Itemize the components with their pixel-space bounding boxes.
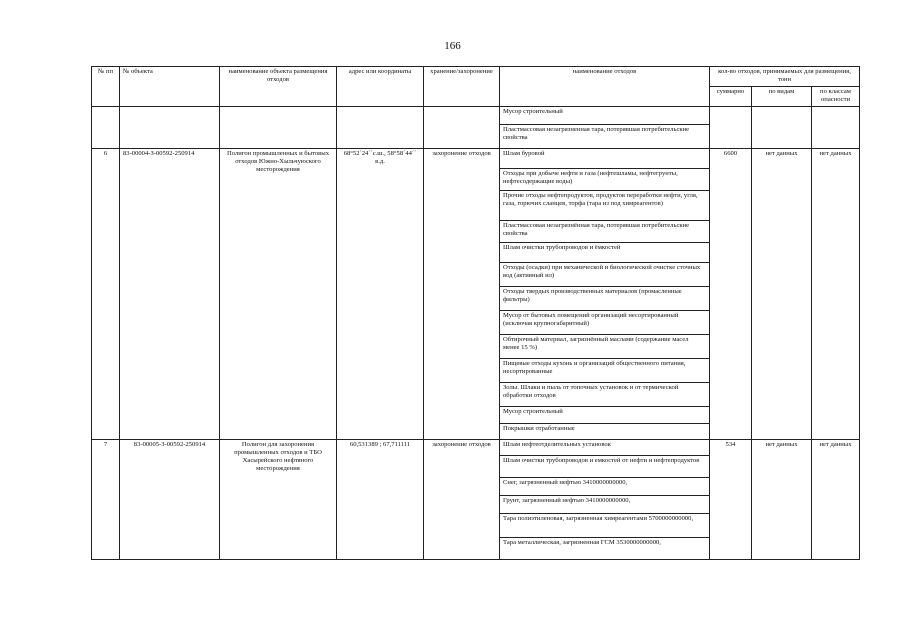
waste-name: Золы. Шлаки и пыль от топочных установок и от термической обработки отходов [500,383,710,407]
table-row [92,107,860,125]
waste-name: Шлам очистки трубопроводов и ёмкостей [500,243,710,263]
storage-type: захоронение отходов [424,440,500,560]
waste-name: Отходы при добыче нефти и газа (нефтешламы, нефтегрунты, нефтесодержащие воды) [500,169,710,191]
cell-empty [220,107,337,149]
waste-name: Шлам буровой [500,149,710,169]
waste-name: Отходы (осадки) при механической и биологической очистке сточных вод (активный ил) [500,263,710,287]
quantity-by-type: нет данных [752,149,812,440]
object-name: Полигон промышленных и бытовых отходов Южно-Хыльчуюского месторождения [220,149,337,440]
quantity-sum: 6600 [710,149,752,440]
waste-name: Мусор строительный [500,107,710,125]
cell-empty [710,107,752,149]
header-by-type: по видам [752,87,812,107]
quantity-by-class: нет данных [812,440,860,560]
quantity-sum: 534 [710,440,752,560]
object-address: 60,531389 ; 67,711111 [337,440,424,560]
object-number: 83-00004-З-00592-250914 [120,149,220,440]
page-number: 166 [444,40,461,52]
waste-name: Отходы твердых производственных материалов (промасленные фильтры) [500,287,710,311]
waste-name: Тара полиэтиленовая, загрязненная химреагентами 5700000000000, [500,514,710,538]
header-object-no: № объекта [120,67,220,107]
header-row [92,67,860,87]
cell-empty [337,107,424,149]
storage-type: захоронение отходов [424,149,500,440]
cell-empty [92,107,120,149]
waste-name: Пищевые отходы кухонь и организаций общественного питания, несортированные [500,359,710,383]
header-storage: хранение/захоронение [424,67,500,107]
waste-name: Тара металлическая, загрязненная ГСМ 3530000000000, [500,538,710,560]
waste-name: Мусор от бытовых помещений организаций несортированный (исключая крупногабаритный) [500,311,710,335]
waste-name: Пластмассовая незагрязненная тара, потерявшая потребительские свойства [500,125,710,149]
cell-empty [120,107,220,149]
waste-name: Прочие отходы нефтепродуктов, продуктов переработки нефти, угля, газа, горючих сланцев, торфа (тара из под химреагентов) [500,191,710,221]
row-number: 7 [92,440,120,560]
object-name: Полигон для захоронения промышленных отходов и ТБО Хасырейского нефтяного месторождения [220,440,337,560]
cell-empty [812,107,860,149]
waste-name: Пластмассовая незагрязнённая тара, потерявшая потребительские свойства [500,221,710,243]
header-quantity: кол-во отходов, принимаемых для размещения, тонн [710,67,860,87]
object-address: 68°52´24´´с.ш., 58°58´44´´ в.д. [337,149,424,440]
row-number: 6 [92,149,120,440]
waste-name: Покрышки отработанные [500,424,710,440]
object-row [92,440,860,456]
waste-name: Грунт, загрязненный нефтью 3410000000000, [500,496,710,514]
header-by-class: по классам опасности [812,87,860,107]
cell-empty [424,107,500,149]
quantity-by-class: нет данных [812,149,860,440]
cell-empty [752,107,812,149]
waste-name: Обтирочный материал, загрязнённый маслами (содержание масел менее 15 %) [500,335,710,359]
header-address: адрес или координаты [337,67,424,107]
waste-name: Мусор строительный [500,407,710,424]
object-row [92,149,860,169]
header-no: № пп [92,67,120,107]
header-waste-name: наименование отходов [500,67,710,107]
quantity-by-type: нет данных [752,440,812,560]
header-sum: суммарно [710,87,752,107]
header-object-name: наименование объекта размещения отходов [220,67,337,107]
waste-name: Шлам нефтеотделительных установок [500,440,710,456]
object-number: 83-00005-З-00592-250914 [120,440,220,560]
waste-name: Снег, загрязненный нефтью 3410000000000, [500,478,710,496]
waste-facilities-table [91,66,860,560]
waste-name: Шлам очистки трубопроводов и емкостей от нефти и нефтепродуктов [500,456,710,478]
